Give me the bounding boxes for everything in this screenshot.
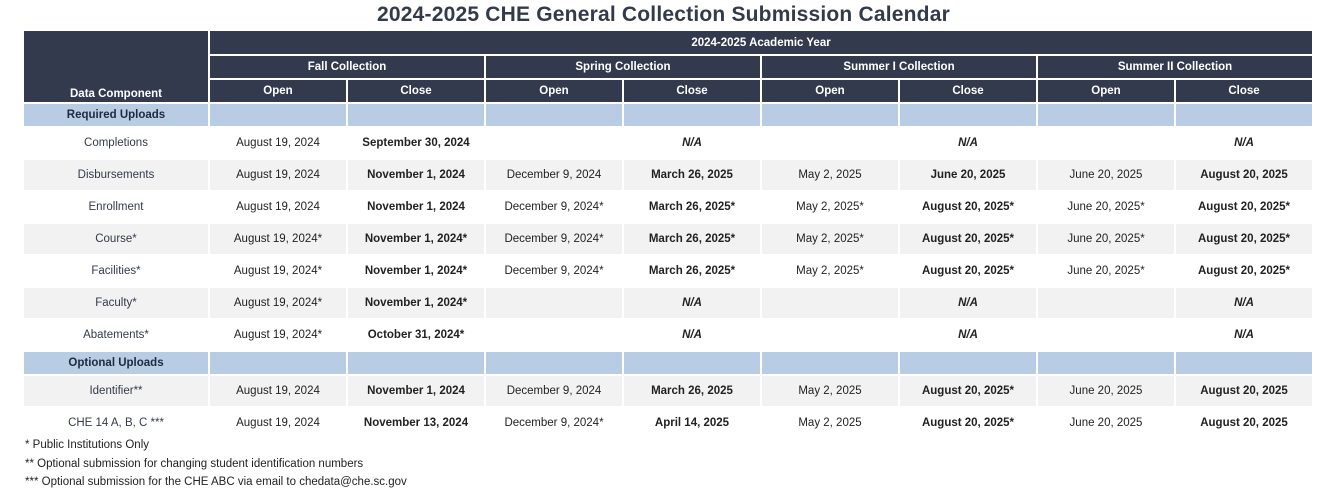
open-header: Open (486, 80, 622, 102)
open-header: Open (762, 80, 898, 102)
close-date-cell: November 1, 2024 (348, 160, 484, 190)
data-component-name: Identifier** (24, 376, 208, 406)
close-date-cell: August 20, 2025* (900, 376, 1036, 406)
data-component-name: Disbursements (24, 160, 208, 190)
open-date-cell (762, 288, 898, 318)
close-date-cell: N/A (624, 128, 760, 158)
open-header: Open (1038, 80, 1174, 102)
close-date-cell: August 20, 2025* (900, 256, 1036, 286)
close-date-cell: N/A (1176, 320, 1312, 350)
open-date-cell: June 20, 2025* (1038, 224, 1174, 254)
close-date-cell: April 14, 2025 (624, 408, 760, 438)
open-date-cell: December 9, 2024 (486, 376, 622, 406)
open-date-cell: December 9, 2024 (486, 160, 622, 190)
close-date-cell: March 26, 2025* (624, 192, 760, 222)
close-date-cell: N/A (900, 288, 1036, 318)
close-date-cell: August 20, 2025* (900, 224, 1036, 254)
data-component-name: Faculty* (24, 288, 208, 318)
open-date-cell: December 9, 2024* (486, 408, 622, 438)
close-date-cell: August 20, 2025* (1176, 224, 1312, 254)
close-date-cell: N/A (900, 320, 1036, 350)
open-date-cell: August 19, 2024 (210, 128, 346, 158)
close-date-cell: November 1, 2024* (348, 256, 484, 286)
open-date-cell: August 19, 2024 (210, 192, 346, 222)
data-component-name: Facilities* (24, 256, 208, 286)
table-row (24, 408, 1312, 438)
close-header: Close (900, 80, 1036, 102)
close-date-cell: March 26, 2025* (624, 224, 760, 254)
table-row (24, 160, 1312, 190)
open-date-cell: December 9, 2024* (486, 224, 622, 254)
close-header: Close (624, 80, 760, 102)
close-date-cell: June 20, 2025 (900, 160, 1036, 190)
close-date-cell: March 26, 2025 (624, 160, 760, 190)
close-date-cell: N/A (900, 128, 1036, 158)
close-header: Close (1176, 80, 1312, 102)
close-date-cell: November 1, 2024* (348, 224, 484, 254)
section-row-optional (24, 352, 1312, 374)
close-date-cell: N/A (624, 288, 760, 318)
table-row (24, 224, 1312, 254)
table-row (24, 256, 1312, 286)
open-date-cell: June 20, 2025* (1038, 256, 1174, 286)
open-date-cell: August 19, 2024 (210, 160, 346, 190)
footnotes (25, 436, 407, 492)
open-date-cell: May 2, 2025 (762, 376, 898, 406)
required-uploads-body (24, 104, 1312, 126)
close-date-cell: August 20, 2025 (1176, 160, 1312, 190)
table-row (24, 192, 1312, 222)
close-date-cell: March 26, 2025 (624, 376, 760, 406)
open-date-cell: June 20, 2025 (1038, 376, 1174, 406)
close-date-cell: N/A (624, 320, 760, 350)
fall-collection-header: Fall Collection (210, 56, 484, 78)
spring-collection-header: Spring Collection (486, 56, 760, 78)
close-date-cell: November 1, 2024 (348, 376, 484, 406)
section-row-required (24, 104, 1312, 126)
optional-rows (24, 376, 1312, 438)
close-header: Close (348, 80, 484, 102)
close-date-cell: August 20, 2025* (900, 408, 1036, 438)
table-header (24, 31, 1312, 102)
table-row (24, 288, 1312, 318)
open-date-cell (1038, 128, 1174, 158)
close-date-cell: November 1, 2024 (348, 192, 484, 222)
open-date-cell: May 2, 2025* (762, 224, 898, 254)
open-date-cell: August 19, 2024* (210, 288, 346, 318)
close-date-cell: November 13, 2024 (348, 408, 484, 438)
footnote: * Public Institutions Only (25, 439, 150, 451)
summer-i-collection-header: Summer I Collection (762, 56, 1036, 78)
close-date-cell: March 26, 2025* (624, 256, 760, 286)
data-component-name: CHE 14 A, B, C *** (24, 408, 208, 438)
open-date-cell (1038, 320, 1174, 350)
open-header: Open (210, 80, 346, 102)
open-date-cell: August 19, 2024 (210, 376, 346, 406)
data-component-name: Course* (24, 224, 208, 254)
close-date-cell: August 20, 2025 (1176, 376, 1312, 406)
open-date-cell: December 9, 2024* (486, 192, 622, 222)
academic-year-header: 2024-2025 Academic Year (210, 31, 1312, 54)
open-date-cell (1038, 288, 1174, 318)
open-date-cell (486, 288, 622, 318)
close-date-cell: November 1, 2024* (348, 288, 484, 318)
table-row (24, 376, 1312, 406)
open-date-cell: June 20, 2025 (1038, 160, 1174, 190)
section-label-optional: Optional Uploads (24, 352, 208, 374)
close-date-cell: N/A (1176, 128, 1312, 158)
open-date-cell: August 19, 2024 (210, 408, 346, 438)
data-component-header: Data Component (24, 31, 208, 102)
footnote: ** Optional submission for changing student identification numbers (25, 457, 364, 470)
table-row (24, 128, 1312, 158)
open-date-cell: December 9, 2024* (486, 256, 622, 286)
close-date-cell: N/A (1176, 288, 1312, 318)
required-rows (24, 128, 1312, 350)
open-date-cell (762, 128, 898, 158)
open-date-cell: August 19, 2024* (210, 320, 346, 350)
close-date-cell: October 31, 2024* (348, 320, 484, 350)
open-date-cell (486, 320, 622, 350)
data-component-name: Enrollment (24, 192, 208, 222)
close-date-cell: August 20, 2025* (1176, 192, 1312, 222)
footnote: *** Optional submission for the CHE ABC via email to chedata@che.sc.gov (25, 476, 407, 488)
section-label-required: Required Uploads (24, 104, 208, 126)
summer-ii-collection-header: Summer II Collection (1038, 56, 1312, 78)
open-date-cell: May 2, 2025 (762, 408, 898, 438)
open-date-cell: June 20, 2025 (1038, 408, 1174, 438)
submission-calendar-table (22, 29, 1314, 440)
open-date-cell: August 19, 2024* (210, 256, 346, 286)
optional-uploads-body (24, 352, 1312, 374)
open-date-cell (762, 320, 898, 350)
open-date-cell (486, 128, 622, 158)
close-date-cell: August 20, 2025 (1176, 408, 1312, 438)
open-date-cell: August 19, 2024* (210, 224, 346, 254)
close-date-cell: September 30, 2024 (348, 128, 484, 158)
open-date-cell: May 2, 2025* (762, 256, 898, 286)
open-date-cell: June 20, 2025* (1038, 192, 1174, 222)
open-date-cell: May 2, 2025 (762, 160, 898, 190)
page-title: 2024-2025 CHE General Collection Submission Calendar (377, 3, 950, 26)
open-date-cell: May 2, 2025* (762, 192, 898, 222)
data-component-name: Abatements* (24, 320, 208, 350)
close-date-cell: August 20, 2025* (1176, 256, 1312, 286)
data-component-name: Completions (24, 128, 208, 158)
table-row (24, 320, 1312, 350)
close-date-cell: August 20, 2025* (900, 192, 1036, 222)
